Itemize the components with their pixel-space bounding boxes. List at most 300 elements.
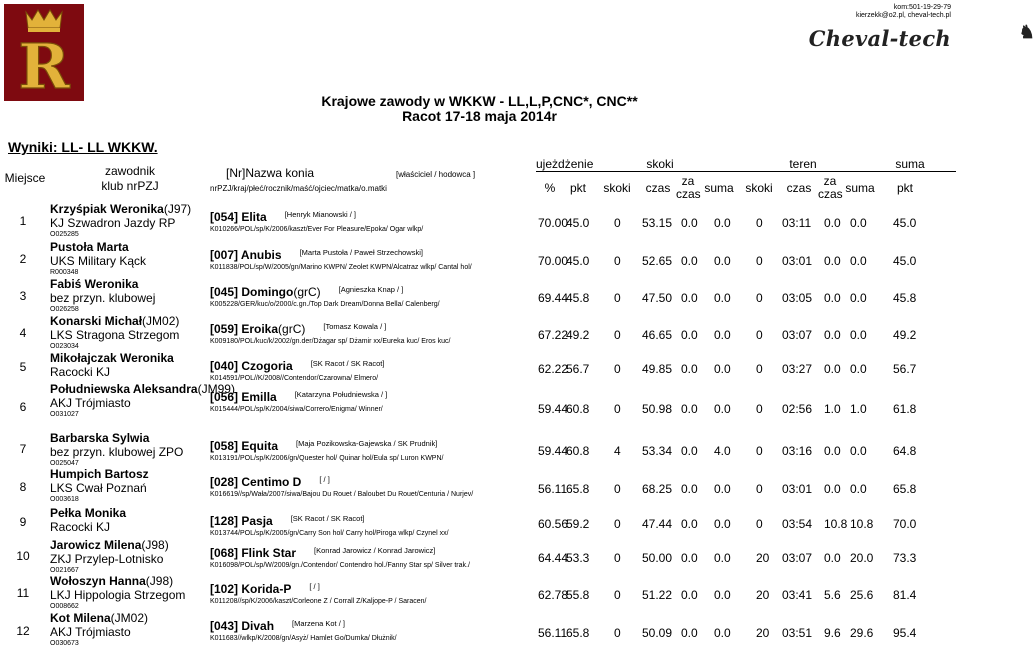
header-suma: suma [895, 157, 925, 171]
rider-club: ZKJ Przylep-Lotnisko [50, 552, 164, 566]
score-tc-value: 03:07 [782, 328, 813, 342]
brand-name: Cheval-tech [808, 26, 951, 51]
score-tz-value: 0.0 [824, 291, 841, 305]
score-ts [756, 444, 763, 458]
score-sz-value: 0.0 [681, 291, 698, 305]
horse-owner: [Katarzyna Południewska / ] [294, 390, 388, 399]
place-number [0, 624, 46, 638]
score-tot [893, 291, 916, 305]
score-ss [714, 254, 731, 268]
rider-licence: O031027 [50, 411, 79, 418]
score-ts [756, 551, 769, 565]
contact-info [856, 4, 951, 20]
horse-cell [210, 512, 449, 541]
score-tot [893, 517, 916, 531]
score-pkt-value: 45.8 [566, 291, 590, 305]
score-sk-value: 0 [614, 551, 621, 565]
horse-details: K015444/POL/sp/K/2004/siwa/Correro/Enigma/ Winner/ [210, 406, 383, 413]
place-value: 5 [19, 360, 27, 374]
score-tot-value: 45.8 [893, 291, 917, 305]
score-ss [714, 626, 731, 640]
score-tsu-value: 29.6 [850, 626, 874, 640]
score-pkt [566, 551, 589, 565]
rider-cell [50, 611, 200, 648]
header-czas: czas [645, 181, 671, 195]
rider-name: Pustoła Marta [50, 240, 129, 254]
place-number [0, 586, 46, 600]
header-owner: [właściciel / hodowca ] [396, 170, 476, 179]
score-tot [893, 482, 916, 496]
score-sc [642, 444, 672, 458]
score-sk-value: 0 [614, 254, 621, 268]
rider-cell [50, 538, 200, 575]
rider-cell [50, 467, 200, 504]
rider-club: Racocki KJ [50, 520, 111, 534]
score-tot-value: 56.7 [893, 362, 917, 376]
score-sz-value: 0.0 [681, 402, 698, 416]
score-ts-value: 0 [756, 254, 763, 268]
score-tc [782, 444, 812, 458]
rider-licence: O003618 [50, 496, 79, 503]
horse-owner: [Marta Pustoła / Paweł Strzechowski] [299, 248, 423, 257]
score-pkt [566, 291, 589, 305]
horse-name: [058] Equita [210, 439, 279, 453]
score-pkt [566, 588, 589, 602]
contact-email: kierzekk@o2.pl, cheval-tech.pl [855, 12, 951, 19]
score-pkt-value: 65.8 [566, 626, 590, 640]
score-tc [782, 291, 812, 305]
score-tz [824, 588, 841, 602]
place-number [0, 515, 46, 529]
score-tsu-value: 0.0 [850, 216, 867, 230]
score-ss [714, 291, 731, 305]
rider-cell [50, 277, 200, 314]
header-suma-sub: suma [704, 181, 734, 195]
horse-owner: [ / ] [319, 475, 330, 484]
header-ujezdzenie: ujeżdżenie [536, 157, 594, 171]
score-tsu [850, 291, 867, 305]
score-pct [538, 588, 568, 602]
rider-club: AKJ Trójmiasto [50, 396, 131, 410]
header-divider [536, 171, 956, 172]
score-sc-value: 46.65 [642, 328, 673, 342]
horse-details: K013744/POL/sp/K/2005/gn/Carry Son hol/ Carry hol/Piroga wlkp/ Czynel xx/ [210, 530, 449, 537]
horse-cell [210, 617, 397, 646]
score-tz [824, 328, 841, 342]
horse-name: [040] Czogoria [210, 359, 293, 373]
score-sz [681, 444, 698, 458]
score-tc [782, 328, 812, 342]
score-tsu [850, 482, 867, 496]
place-number [0, 480, 46, 494]
score-tsu [850, 444, 867, 458]
score-sc [642, 328, 672, 342]
score-sk-value: 0 [614, 626, 621, 640]
score-tc [782, 402, 812, 416]
score-tot [893, 551, 916, 565]
score-sk-value: 0 [614, 482, 621, 496]
rider-name: Barbarska Sylwia [50, 431, 150, 445]
score-sz-value: 0.0 [681, 626, 698, 640]
score-tsu-value: 0.0 [850, 291, 867, 305]
score-tz [824, 291, 841, 305]
horse-owner: [Henryk Mianowski / ] [284, 210, 356, 219]
horse-details: K005228/GER/kuc/o/2000/c.gn./Top Dark Dream/Donna Bella/ Calenberg/ [210, 301, 440, 308]
score-tc [782, 517, 812, 531]
horse-owner: [Tomasz Kowala / ] [323, 322, 387, 331]
place-value: 11 [16, 586, 30, 600]
score-pkt [566, 402, 589, 416]
rider-licence: O021667 [50, 567, 79, 574]
score-pkt-value: 45.0 [566, 254, 590, 268]
score-ts [756, 402, 763, 416]
header-pkt: pkt [569, 181, 586, 195]
header-teren-za-czas: czas [818, 187, 843, 201]
rider-licence: O030673 [50, 640, 79, 647]
score-pkt [566, 216, 589, 230]
score-sc-value: 50.00 [642, 551, 673, 565]
rider-name: Pełka Monika [50, 506, 127, 520]
horse-cell [210, 473, 473, 502]
horse-cell [210, 208, 423, 237]
score-sc [642, 291, 672, 305]
place-number [0, 360, 46, 374]
score-tot-value: 61.8 [893, 402, 917, 416]
score-tc-value: 03:51 [782, 626, 813, 640]
place-value: 8 [19, 480, 27, 494]
place-number [0, 252, 46, 266]
header-teren-czas: czas [786, 181, 812, 195]
score-sz-value: 0.0 [681, 517, 698, 531]
score-tot [893, 444, 916, 458]
score-sc-value: 47.44 [642, 517, 673, 531]
rider-cell [50, 574, 200, 611]
header-zawodnik: zawodnik [104, 164, 156, 178]
score-ss-value: 0.0 [714, 517, 731, 531]
score-tsu [850, 588, 873, 602]
place-value: 7 [19, 442, 27, 456]
score-pkt-value: 56.7 [566, 362, 590, 376]
score-ts [756, 254, 763, 268]
header-nazwa-konia: [Nr]Nazwa konia [226, 166, 315, 180]
place-value: 6 [19, 400, 27, 414]
score-tc [782, 482, 812, 496]
horse-suffix: (grC) [278, 322, 306, 336]
score-sc-value: 47.50 [642, 291, 673, 305]
score-tsu-value: 25.6 [850, 588, 874, 602]
score-sz-value: 0.0 [681, 216, 698, 230]
place-number [0, 400, 46, 414]
score-sz-value: 0.0 [681, 444, 698, 458]
rider-category: (JM99) [197, 382, 235, 396]
horse-cell [210, 357, 384, 386]
rider-licence: R000348 [50, 269, 79, 276]
score-ts [756, 482, 763, 496]
score-ss [714, 362, 731, 376]
score-pct-value: 67.22 [538, 328, 569, 342]
score-pkt-value: 59.2 [566, 517, 590, 531]
score-tot-value: 45.0 [893, 216, 917, 230]
rider-name: Fabiś Weronika [50, 277, 139, 291]
horse-name: [054] Elita [210, 210, 267, 224]
score-tot [893, 588, 916, 602]
score-ts [756, 291, 763, 305]
score-sc [642, 626, 672, 640]
rider-name: Jarowicz Milena [50, 538, 142, 552]
score-tsu-value: 0.0 [850, 482, 867, 496]
header-details: nrPZJ/kraj/płeć/rocznik/maść/ojciec/matka/o.matki [210, 184, 387, 193]
score-ss [714, 444, 731, 458]
score-pkt [566, 517, 589, 531]
score-sc [642, 482, 672, 496]
rider-club: LKS Stragona Strzegom [50, 328, 180, 342]
score-tz-value: 0.0 [824, 216, 841, 230]
rider-club: bez przyn. klubowej [50, 291, 156, 305]
score-pkt [566, 254, 589, 268]
rider-category: (J98) [141, 538, 169, 552]
score-ss [714, 551, 731, 565]
score-sk-value: 0 [614, 402, 621, 416]
score-ts [756, 626, 769, 640]
score-sk [614, 291, 621, 305]
header-total-pkt: pkt [896, 181, 913, 195]
horse-owner: [Agnieszka Knap / ] [338, 285, 404, 294]
header-skoki-sub: skoki [603, 181, 631, 195]
score-pkt [566, 626, 589, 640]
score-pct-value: 59.44 [538, 444, 569, 458]
score-tc-value: 03:01 [782, 482, 813, 496]
score-sk [614, 588, 621, 602]
place-number [0, 289, 46, 303]
header-za-czas: czas [676, 187, 701, 201]
score-pct [538, 444, 568, 458]
score-ts [756, 216, 763, 230]
score-sc [642, 588, 672, 602]
header-skoki: skoki [646, 157, 674, 171]
header-teren-skoki: skoki [745, 181, 773, 195]
score-sk [614, 482, 621, 496]
score-ss-value: 0.0 [714, 402, 731, 416]
score-ts-value: 0 [756, 216, 763, 230]
score-pct-value: 62.22 [538, 362, 569, 376]
rider-name: Kot Milena [50, 611, 111, 625]
horse-name: [028] Centimo D [210, 475, 302, 489]
rider-name: Południewska Aleksandra [50, 382, 198, 396]
score-ts-value: 0 [756, 328, 763, 342]
score-tc-value: 03:27 [782, 362, 813, 376]
score-ss [714, 402, 731, 416]
score-tc-value: 02:56 [782, 402, 813, 416]
score-sc-value: 68.25 [642, 482, 673, 496]
score-ss-value: 0.0 [714, 216, 731, 230]
score-ss-value: 0.0 [714, 588, 731, 602]
horse-cell [210, 388, 387, 417]
horse-name: [068] Flink Star [210, 546, 297, 560]
score-sc-value: 50.09 [642, 626, 673, 640]
rider-licence: O008662 [50, 603, 79, 610]
horse-name: [128] Pasja [210, 514, 273, 528]
place-value: 4 [19, 326, 27, 340]
section-title: Wyniki: LL- LL WKKW. [8, 139, 158, 155]
score-tot-value: 81.4 [893, 588, 917, 602]
score-pkt [566, 362, 589, 376]
score-tc-value: 03:16 [782, 444, 813, 458]
horse-details: K011838/POL/sp/W/2005/gn/Marino KWPN/ Zeolet KWPN/Alcatraz wlkp/ Cantal hol/ [210, 264, 472, 271]
place-number [0, 442, 46, 456]
score-sk [614, 402, 621, 416]
horse-details: K009180/POL/kuc/k/2002/gn.der/Dżagar sp/ Dżamir xx/Eureka kuc/ Eros kuc/ [210, 338, 451, 345]
score-pct [538, 626, 567, 640]
score-pkt-value: 55.8 [566, 588, 590, 602]
place-value: 9 [19, 515, 27, 529]
horse-owner: [SK Racot / SK Racot] [310, 359, 385, 368]
score-ss [714, 328, 731, 342]
score-sz-value: 0.0 [681, 482, 698, 496]
svg-text:R: R [18, 30, 70, 103]
score-tot-value: 45.0 [893, 254, 917, 268]
place-number [0, 214, 46, 228]
score-sc [642, 402, 672, 416]
score-pct [538, 551, 568, 565]
rider-club: LKJ Hippologia Strzegom [50, 588, 186, 602]
score-pct [538, 254, 568, 268]
brand-logo [808, 22, 1035, 51]
score-tsu [850, 626, 873, 640]
score-tz [824, 551, 841, 565]
horse-name: [059] Eroika [210, 322, 279, 336]
score-ts-value: 0 [756, 291, 763, 305]
score-tz [824, 482, 841, 496]
score-sk [614, 254, 621, 268]
score-tc-value: 03:54 [782, 517, 813, 531]
score-tsu [850, 216, 867, 230]
score-tz-value: 0.0 [824, 362, 841, 376]
score-sz [681, 328, 698, 342]
score-sk-value: 0 [614, 517, 621, 531]
score-tsu [850, 402, 867, 416]
score-sz-value: 0.0 [681, 254, 698, 268]
score-tsu-value: 0.0 [850, 328, 867, 342]
rider-licence: O025047 [50, 460, 79, 467]
score-pct-value: 62.78 [538, 588, 569, 602]
score-sc-value: 53.34 [642, 444, 673, 458]
rider-club: AKJ Trójmiasto [50, 625, 131, 639]
score-sk-value: 0 [614, 291, 621, 305]
contact-phone: kom:501-19-29-79 [893, 4, 951, 11]
score-sz [681, 551, 698, 565]
header-pct: % [544, 181, 556, 195]
score-pkt-value: 45.0 [566, 216, 590, 230]
horse-name: [043] Divah [210, 619, 275, 633]
score-tot-value: 49.2 [893, 328, 917, 342]
score-sz [681, 626, 698, 640]
place-number [0, 549, 46, 563]
rider-club: UKS Military Kąck [50, 254, 147, 268]
score-tc [782, 254, 812, 268]
score-tc-value: 03:41 [782, 588, 813, 602]
score-tc [782, 362, 812, 376]
logo [4, 4, 84, 101]
horse-cell [210, 246, 472, 275]
score-ts-value: 20 [756, 626, 770, 640]
score-tc [782, 588, 812, 602]
score-sk [614, 626, 621, 640]
score-sk [614, 517, 621, 531]
score-pct [538, 482, 567, 496]
score-sc [642, 362, 672, 376]
score-tz [824, 517, 847, 531]
score-sz [681, 402, 698, 416]
score-ss-value: 0.0 [714, 482, 731, 496]
score-ss-value: 0.0 [714, 362, 731, 376]
score-sk [614, 216, 621, 230]
rider-category: (J97) [163, 202, 192, 216]
score-tz [824, 402, 841, 416]
score-tc-value: 03:01 [782, 254, 813, 268]
score-tc [782, 551, 812, 565]
score-tz-value: 0.0 [824, 482, 841, 496]
score-tc [782, 626, 812, 640]
score-sc [642, 551, 672, 565]
score-pct [538, 517, 568, 531]
score-pct [538, 328, 568, 342]
score-tz [824, 254, 841, 268]
score-sz [681, 362, 698, 376]
horse-cell [210, 283, 440, 312]
score-pkt [566, 482, 589, 496]
score-tsu [850, 517, 873, 531]
header-za: za [681, 174, 695, 188]
score-ss-value: 4.0 [714, 444, 731, 458]
place-number [0, 326, 46, 340]
score-tz-value: 0.0 [824, 551, 841, 565]
score-pct-value: 69.44 [538, 291, 569, 305]
horse-details: K010266/POL/sp/K/2006/kaszt/Ever For Pleasure/Epoka/ Ogar wlkp/ [210, 226, 424, 233]
score-sc [642, 517, 672, 531]
horse-icon: ♞ [1018, 22, 1035, 43]
score-tz-value: 5.6 [824, 588, 841, 602]
horse-name: [045] Domingo [210, 285, 294, 299]
score-tot [893, 328, 916, 342]
rider-name: Konarski Michał [50, 314, 143, 328]
place-value: 10 [16, 549, 30, 563]
rider-licence: O023034 [50, 343, 79, 350]
score-pkt-value: 49.2 [566, 328, 590, 342]
rider-name: Wołoszyn Hanna [50, 574, 146, 588]
place-value: 12 [16, 624, 30, 638]
score-sz [681, 216, 698, 230]
score-tsu [850, 551, 873, 565]
score-pct-value: 60.56 [538, 517, 569, 531]
score-pct [538, 362, 568, 376]
score-tot [893, 402, 916, 416]
score-sk [614, 551, 621, 565]
score-sc-value: 52.65 [642, 254, 673, 268]
horse-cell [210, 437, 443, 466]
score-tsu [850, 254, 867, 268]
score-sk-value: 4 [614, 444, 621, 458]
place-value: 2 [19, 252, 27, 266]
horse-cell [210, 320, 450, 349]
score-sz [681, 588, 698, 602]
rider-category: (J98) [145, 574, 174, 588]
score-pkt-value: 60.8 [566, 402, 590, 416]
score-pkt [566, 444, 589, 458]
score-ss-value: 0.0 [714, 551, 731, 565]
rider-cell [50, 240, 200, 277]
horse-details: K016619//sp/Wała/2007/siwa/Bajou Du Rouet / Baloubet Du Rouet/Centuria / Nurjev/ [210, 491, 474, 498]
horse-details: K011683//wlkp/K/2008/gn/Asyż/ Hamlet Go/Dumka/ Dłużnik/ [210, 635, 397, 642]
